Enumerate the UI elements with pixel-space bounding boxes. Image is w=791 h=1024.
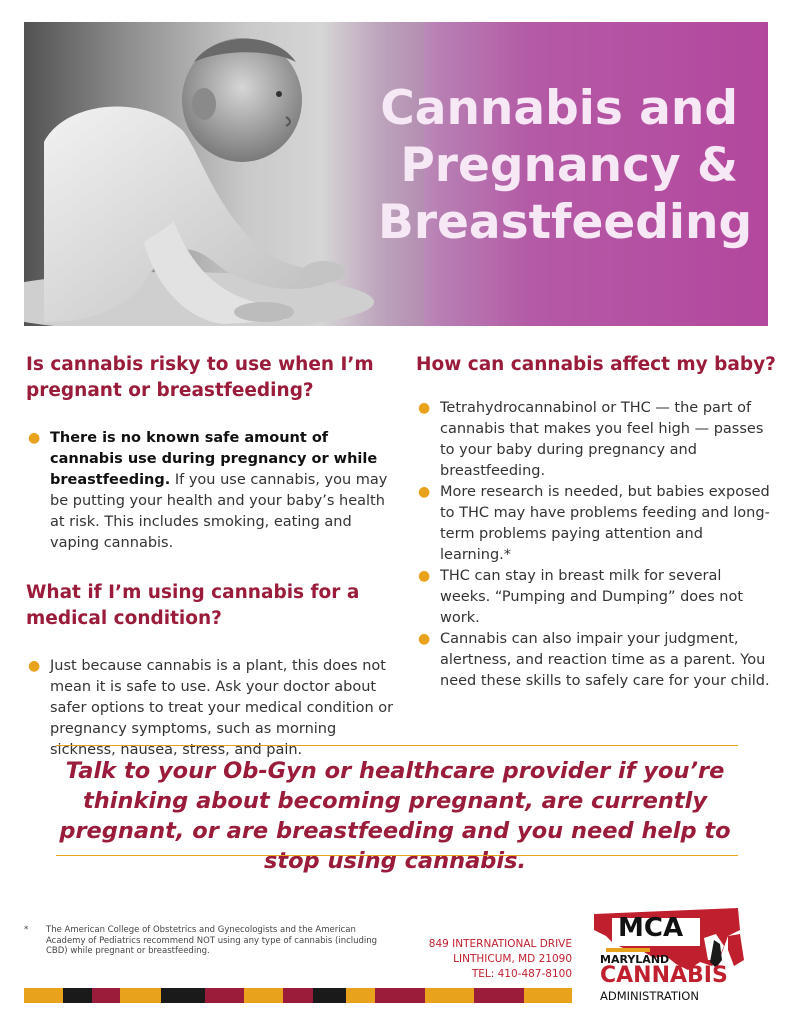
right-column — [416, 352, 776, 692]
address-block — [400, 937, 572, 982]
divider-bottom — [56, 855, 738, 856]
logo-abbr: MCA — [618, 913, 684, 943]
list-item — [416, 398, 776, 482]
bullet-icon: ● — [418, 400, 431, 416]
title-line-2: Pregnancy & — [400, 138, 738, 193]
bullet-icon: ● — [28, 430, 41, 446]
footnote-marker: * — [24, 925, 29, 935]
question-medical-heading: What if I’m using cannabis for a medical condition? — [26, 582, 360, 629]
logo-line-3: ADMINISTRATION — [600, 989, 699, 1003]
bullet-icon: ● — [418, 631, 431, 647]
risk-text: If you use cannabis, you may be putting your health and your baby’s health at risk. This includes smoking, eating and vaping cannabis. — [50, 472, 388, 551]
address-city: LINTHICUM, MD 21090 — [453, 953, 572, 965]
color-stripe-bar — [24, 988, 572, 1003]
divider-top — [56, 745, 738, 746]
footnote-text: The American College of Obstetrics and Gynecologists and the American Academy of Pediatrics recommend NOT using any type of cannabis (including CBD) while pregnant or breastfeeding. — [46, 925, 378, 956]
medical-text: Just because cannabis is a plant, this does not mean it is safe to use. Ask your doctor about safer options to treat your medical condition or pregnancy symptoms, such as morning sickness, nausea, stress, and pain. — [50, 658, 394, 758]
bullet-text: More research is needed, but babies exposed to THC may have problems feeding and long-term problems paying attention and learning.* — [440, 484, 770, 563]
footnote — [24, 925, 384, 957]
question-baby-heading: How can cannabis affect my baby? — [416, 354, 776, 375]
logo-line-1: MARYLAND — [600, 953, 670, 966]
bullet-icon: ● — [418, 568, 431, 584]
bullet-icon: ● — [28, 658, 41, 674]
logo-line-2: CANNABIS — [600, 963, 728, 988]
question-risk-heading: Is cannabis risky to use when I’m pregnant or breastfeeding? — [26, 354, 374, 401]
page-title — [378, 80, 753, 251]
list-item — [416, 482, 776, 566]
hero-banner — [24, 22, 768, 326]
bullet-text: Tetrahydrocannabinol or THC — the part of cannabis that makes you feel high — passes to your baby during pregnancy and breastfeeding. — [440, 400, 764, 479]
bullet-text: THC can stay in breast milk for several weeks. “Pumping and Dumping” does not work. — [440, 568, 743, 626]
title-line-1: Cannabis and — [380, 81, 738, 136]
title-line-3: Breastfeeding — [378, 195, 753, 250]
bullet-text: Cannabis can also impair your judgment, alertness, and reaction time as a parent. You need these skills to safely care for your child. — [440, 631, 770, 689]
bold-statement: There is no known safe amount of cannabis use during pregnancy or while breastfeeding. — [50, 430, 378, 488]
list-item — [416, 566, 776, 629]
bullet-icon: ● — [418, 484, 431, 500]
left-column — [26, 352, 398, 761]
list-item — [416, 629, 776, 692]
callout-text: Talk to your Ob-Gyn or healthcare provider if you’re thinking about becoming pregnant, are currently pregnant, or are breastfeeding and you need help to stop using cannabis. — [59, 758, 731, 874]
baby-photo — [24, 22, 424, 326]
list-item — [26, 428, 398, 554]
address-street: 849 INTERNATIONAL DRIVE — [428, 938, 572, 950]
address-phone: TEL: 410-487-8100 — [471, 968, 572, 980]
